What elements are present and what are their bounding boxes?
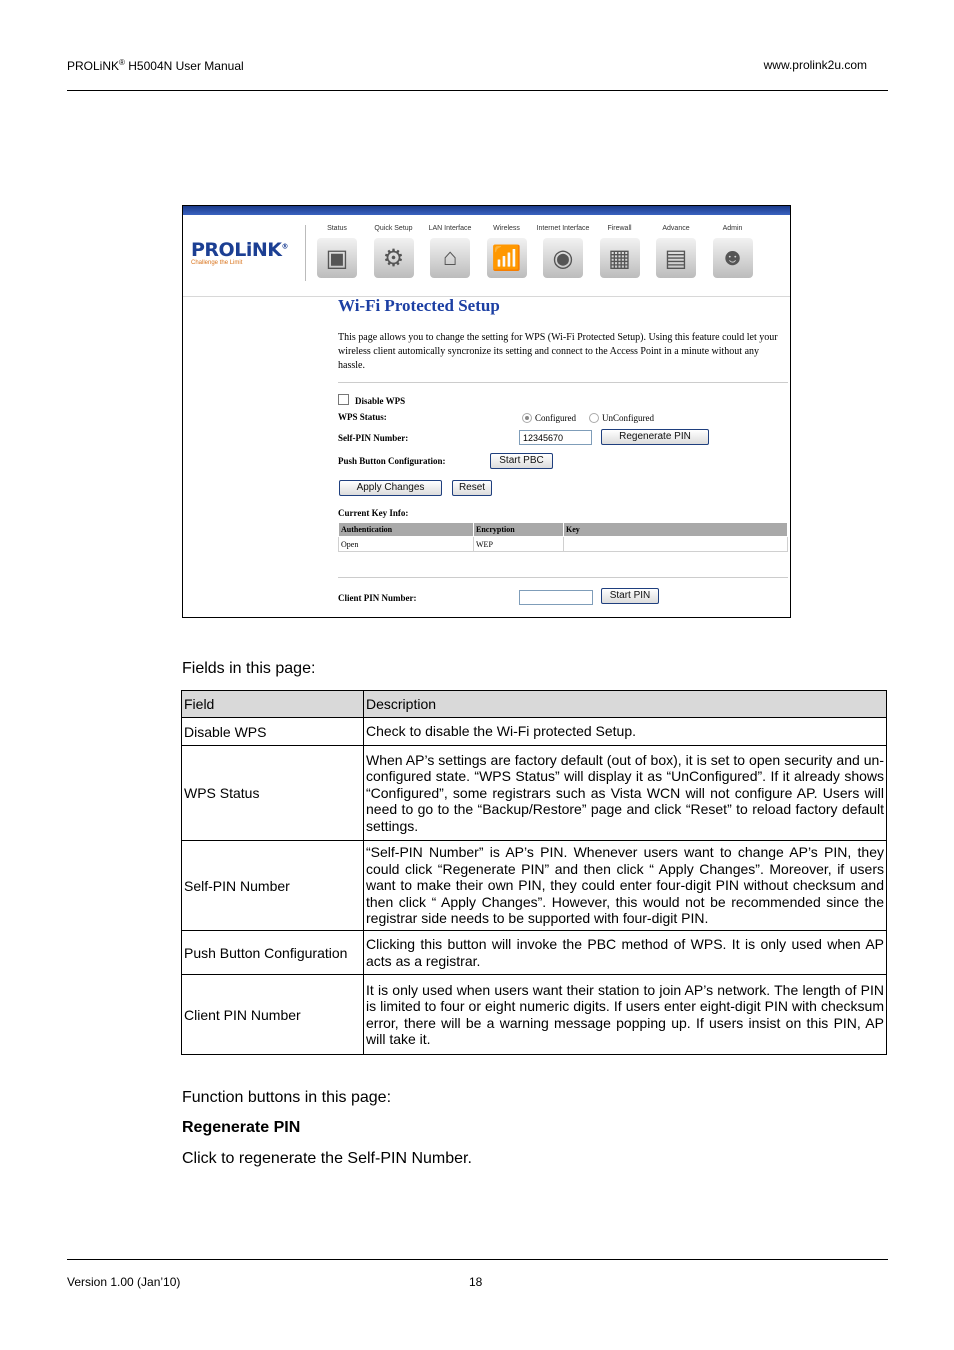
router-screenshot [182,205,791,618]
router-nav-bar [183,215,790,297]
logo-reg: ® [281,242,288,251]
self-pin-input[interactable]: 12345670 [519,430,592,445]
client-pin-label: Client PIN Number: [338,593,417,603]
nav-item-label: Admin [722,224,743,232]
logo-text: PROLiNK [191,239,282,261]
nav-item-lan-interface[interactable] [423,220,477,278]
prolink-logo [191,239,288,266]
header-website: www.prolink2u.com [763,58,867,72]
key-info-table [338,522,788,552]
disable-wps-label: Disable WPS [355,396,406,406]
nav-item-label: Internet Interface [536,224,590,232]
table-row [182,746,887,841]
field-name: Push Button Configuration [182,931,364,975]
key-cell-auth: Open [339,537,474,552]
nav-item-advance[interactable] [649,220,703,278]
nav-item-label: Quick Setup [374,224,413,232]
page-title: Wi-Fi Protected Setup [338,296,500,315]
radio-unconfigured-label: UnConfigured [602,413,654,423]
pbc-label: Push Button Configuration: [338,456,446,466]
monitor-icon: ▣ [317,238,357,278]
reset-button[interactable]: Reset [452,480,492,496]
nav-item-wireless[interactable] [480,220,534,278]
table-row [182,718,887,746]
radio-configured-label: Configured [535,413,576,423]
key-header-encryption: Encryption [474,523,564,537]
nav-item-label: LAN Interface [428,224,472,232]
key-header-key: Key [564,523,788,537]
regen-heading: Regenerate PIN [182,1119,301,1136]
field-name: Disable WPS [182,718,364,746]
fields-table [181,690,887,1055]
advance-monitor-icon: ▤ [656,238,696,278]
radio-configured[interactable] [522,413,576,423]
router-icon: ⌂ [430,238,470,278]
disable-wps-checkbox[interactable] [338,394,349,405]
self-pin-label: Self-PIN Number: [338,433,409,443]
admin-user-icon: ☻ [713,238,753,278]
nav-item-label: Status [327,224,347,232]
regen-description: Click to regenerate the Self-PIN Number. [182,1150,472,1167]
fields-heading: Fields in this page: [182,660,316,677]
start-pbc-button[interactable]: Start PBC [490,453,553,469]
header-rule [67,90,888,91]
radio-unconfigured[interactable] [589,413,654,423]
field-description: When AP’s settings are factory default (out of box), it is set to open security and un-configured state. “WPS Status” will display it as “UnConfigured”. If it already shows “Configured”, some registrars such as Vista WCN will not configure AP. Users will need to go to the “Backup/Restore” page and click “Reset” to reload factory default settings. [364,746,887,841]
field-description: Clicking this button will invoke the PBC method of WPS. It is only used when AP acts as a registrar. [364,931,887,975]
table-row [182,841,887,931]
fields-header-description: Description [364,691,887,718]
nav-item-label: Advance [662,224,690,232]
logo-tagline: Challenge the Limit [191,260,243,266]
footer-version: Version 1.00 (Jan’10) [67,1275,181,1289]
key-cell-encryption: WEP [474,537,564,552]
field-name: Client PIN Number [182,975,364,1055]
key-row [339,537,788,552]
key-cell-key [564,537,788,552]
header-reg: ® [119,58,125,67]
wps-status-label: WPS Status: [338,412,387,422]
header-title [67,58,244,73]
start-pin-button[interactable]: Start PIN [601,588,659,604]
router-top-bar [183,206,790,215]
radio-configured-dot[interactable] [522,413,532,423]
key-header-auth: Authentication [339,523,474,537]
divider-2 [338,577,788,578]
nav-item-label: Firewall [607,224,632,232]
header-brand: PROLiNK [67,59,120,73]
intro-text: This page allows you to change the setting for WPS (Wi-Fi Protected Setup). Using this feature could let your wireless client automically syncronize its setting and connect to the Access Point in a minute without any hassle. [338,332,778,371]
nav-item-status[interactable] [310,220,364,278]
divider [338,382,788,383]
nav-item-admin[interactable] [706,220,760,278]
nav-item-internet-interface[interactable] [536,220,590,278]
current-key-label: Current Key Info: [338,508,409,518]
field-description: It is only used when users want their station to join AP’s network. The length of PIN is limited to four or eight numeric digits. If users enter eight-digit PIN with checksum error, there will be a warning message popping up. If users insist on this PIN, AP will take it. [364,975,887,1055]
header-manual: H5004N User Manual [128,59,244,73]
table-row [182,931,887,975]
gears-icon: ⚙ [374,238,414,278]
client-pin-input[interactable] [519,590,593,605]
function-heading: Function buttons in this page: [182,1089,392,1106]
field-description: Check to disable the Wi-Fi protected Setup. [364,718,887,746]
nav-item-label: Wireless [493,224,520,232]
field-description: “Self-PIN Number” is AP’s PIN. Whenever users want to change AP’s PIN, they could click “Regenerate PIN” and then click “ Apply Changes”. Moreover, if users want to make their own PIN, they could enter four-digit PIN without checksum and then click “ Apply Changes”. However, this would not be recommended since the registrar side needs to be supported with four-digit PIN. [364,841,887,931]
radio-unconfigured-dot[interactable] [589,413,599,423]
field-name: Self-PIN Number [182,841,364,931]
nav-item-firewall[interactable] [593,220,647,278]
firewall-icon: ▦ [600,238,640,278]
internet-globe-icon: ◉ [543,238,583,278]
nav-item-quick-setup[interactable] [367,220,421,278]
apply-changes-button[interactable]: Apply Changes [339,480,442,496]
wireless-icon: 📶 [487,238,527,278]
footer-rule [67,1259,888,1260]
page-number: 18 [469,1275,483,1289]
nav-separator [305,225,306,281]
fields-header-field: Field [182,691,364,718]
field-name: WPS Status [182,746,364,841]
regenerate-pin-button[interactable]: Regenerate PIN [601,429,709,445]
table-row [182,975,887,1055]
